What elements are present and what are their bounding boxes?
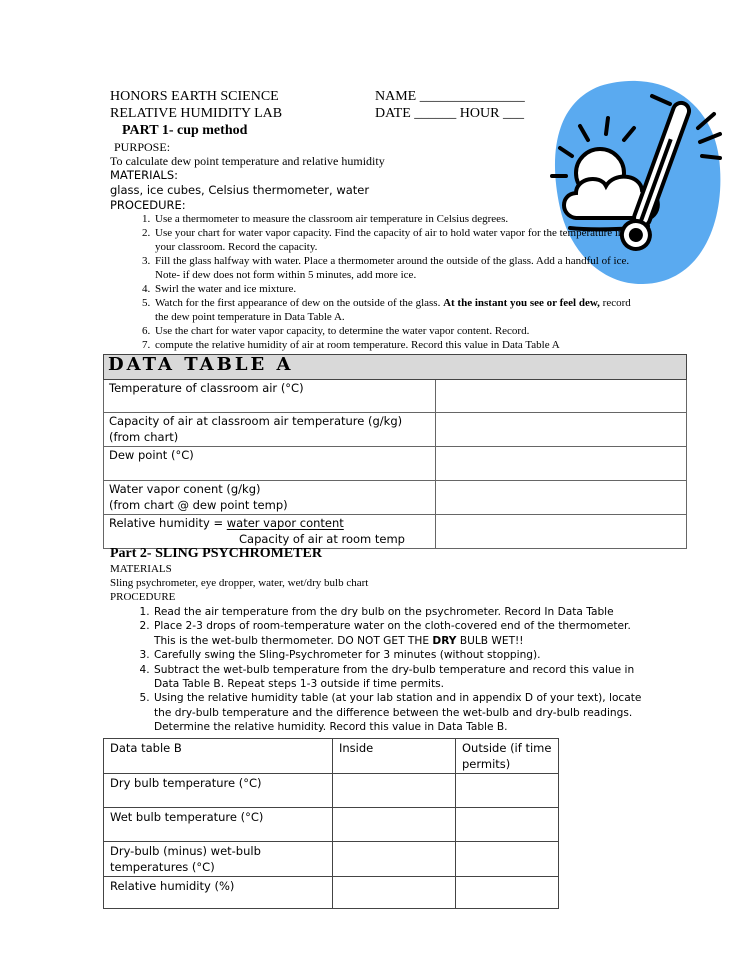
materials-text: glass, ice cubes, Celsius thermometer, water: [110, 183, 370, 197]
list-item: 1. Read the air temperature from the dry bulb on the psychrometer. Record In Data Table: [153, 605, 648, 619]
table-cell-inside[interactable]: [333, 808, 456, 842]
column-header-inside: Inside: [333, 739, 456, 774]
table-row: [104, 877, 559, 909]
list-item: 5. Using the relative humidity table (at your lab station and in appendix D of your text), locate the dry-bulb temperature and the difference between the wet-bulb and dry-bulb readings. Determine the relative humidity. Record this value in Data Table B.: [153, 691, 648, 734]
part1-procedure-list: [110, 212, 643, 352]
table-cell-outside[interactable]: [456, 774, 559, 808]
materials-heading: MATERIALS:: [110, 168, 179, 182]
rh-denominator: Capacity of air at room temp: [239, 531, 405, 546]
table-cell-inside[interactable]: [333, 877, 456, 909]
table-a-title: DATA TABLE A: [104, 355, 687, 380]
table-cell-outside[interactable]: [456, 808, 559, 842]
table-row: [104, 447, 687, 481]
table-cell-label: Water vapor conent (g/kg) (from chart @ dew point temp): [104, 481, 436, 515]
purpose-text: To calculate dew point temperature and relative humidity: [110, 154, 385, 168]
list-item: 4. Swirl the water and ice mixture.: [153, 282, 643, 296]
table-cell-label: Dry bulb temperature (°C): [104, 774, 333, 808]
table-cell-label: Temperature of classroom air (°C): [104, 380, 436, 413]
step-emphasis: At the instant you see or feel dew,: [443, 297, 600, 309]
part2-procedure-heading: PROCEDURE: [110, 591, 176, 603]
table-row: [104, 481, 687, 515]
table-cell-label: [104, 515, 436, 549]
part2-procedure-list: [110, 605, 648, 735]
step-text: BULB WET!!: [456, 634, 524, 647]
list-item: 3. Fill the glass halfway with water. Place a thermometer around the outside of the glass. Add a handful of ice. Note- if dew does not form within 5 minutes, add more ice.: [153, 254, 643, 282]
step-text: Place 2-3 drops of room-temperature water on the cloth-covered end of the thermometer. This is the wet-bulb thermometer. DO NOT GET THE: [154, 620, 631, 647]
name-field: NAME _______________: [375, 89, 525, 104]
table-cell-outside[interactable]: [456, 877, 559, 909]
list-item: 4. Subtract the wet-bulb temperature from the dry-bulb temperature and record this value in Data Table B. Repeat steps 1-3 outside if time permits.: [153, 663, 648, 692]
table-cell-value[interactable]: [436, 380, 687, 413]
table-cell-value[interactable]: [436, 447, 687, 481]
list-item: 1. Use a thermometer to measure the classroom air temperature in Celsius degrees.: [153, 212, 643, 226]
table-cell-label: Dry-bulb (minus) wet-bulb temperatures (°C): [104, 842, 333, 877]
table-row: [104, 774, 559, 808]
table-cell-value[interactable]: [436, 481, 687, 515]
table-row: [104, 808, 559, 842]
list-item: 3. Carefully swing the Sling-Psychrometer for 3 minutes (without stopping).: [153, 648, 648, 662]
part2-heading: Part 2- SLING PSYCHROMETER: [110, 546, 322, 561]
list-item: 7. compute the relative humidity of air at room temperature. Record this value in Data Table A: [153, 338, 643, 352]
table-cell-inside[interactable]: [333, 774, 456, 808]
list-item: [153, 296, 643, 324]
table-cell-label: Capacity of air at classroom air temperature (g/kg) (from chart): [104, 413, 436, 447]
step-text: record the dew point temperature in Data Table A.: [155, 297, 631, 323]
table-cell-inside[interactable]: [333, 842, 456, 877]
table-cell-label: Dew point (°C): [104, 447, 436, 481]
date-hour-field: DATE ______ HOUR ___: [375, 106, 524, 121]
column-header-outside: Outside (if time permits): [456, 739, 559, 774]
data-table-b: [103, 738, 559, 909]
table-row: [104, 515, 687, 549]
table-cell-label: Relative humidity (%): [104, 877, 333, 909]
list-item: 2. Use your chart for water vapor capacity. Find the capacity of air to hold water vapor for the temperature in your classroom. Record the capacity.: [153, 226, 643, 254]
table-b-title: Data table B: [104, 739, 333, 774]
list-item: 6. Use the chart for water vapor capacity, to determine the water vapor content. Record.: [153, 324, 643, 338]
lab-title: RELATIVE HUMIDITY LAB: [110, 106, 283, 121]
data-table-a: [103, 354, 687, 549]
table-row: [104, 842, 559, 877]
rh-label: Relative humidity =: [109, 516, 227, 530]
table-header-row: [104, 739, 559, 774]
purpose-heading: PURPOSE:: [114, 140, 171, 154]
step-emphasis: DRY: [432, 634, 457, 647]
procedure-heading: PROCEDURE:: [110, 198, 186, 212]
table-cell-value[interactable]: [436, 515, 687, 549]
table-cell-outside[interactable]: [456, 842, 559, 877]
part2-materials-heading: MATERIALS: [110, 563, 172, 575]
rh-numerator: water vapor content: [226, 516, 344, 530]
part2-materials-text: Sling psychrometer, eye dropper, water, wet/dry bulb chart: [110, 577, 369, 589]
part1-heading: PART 1- cup method: [122, 123, 248, 138]
list-item: [153, 619, 648, 648]
table-cell-value[interactable]: [436, 413, 687, 447]
table-row: [104, 380, 687, 413]
table-row: [104, 413, 687, 447]
table-cell-label: Wet bulb temperature (°C): [104, 808, 333, 842]
course-title: HONORS EARTH SCIENCE: [110, 89, 279, 104]
step-text: Watch for the first appearance of dew on the outside of the glass.: [155, 297, 444, 309]
